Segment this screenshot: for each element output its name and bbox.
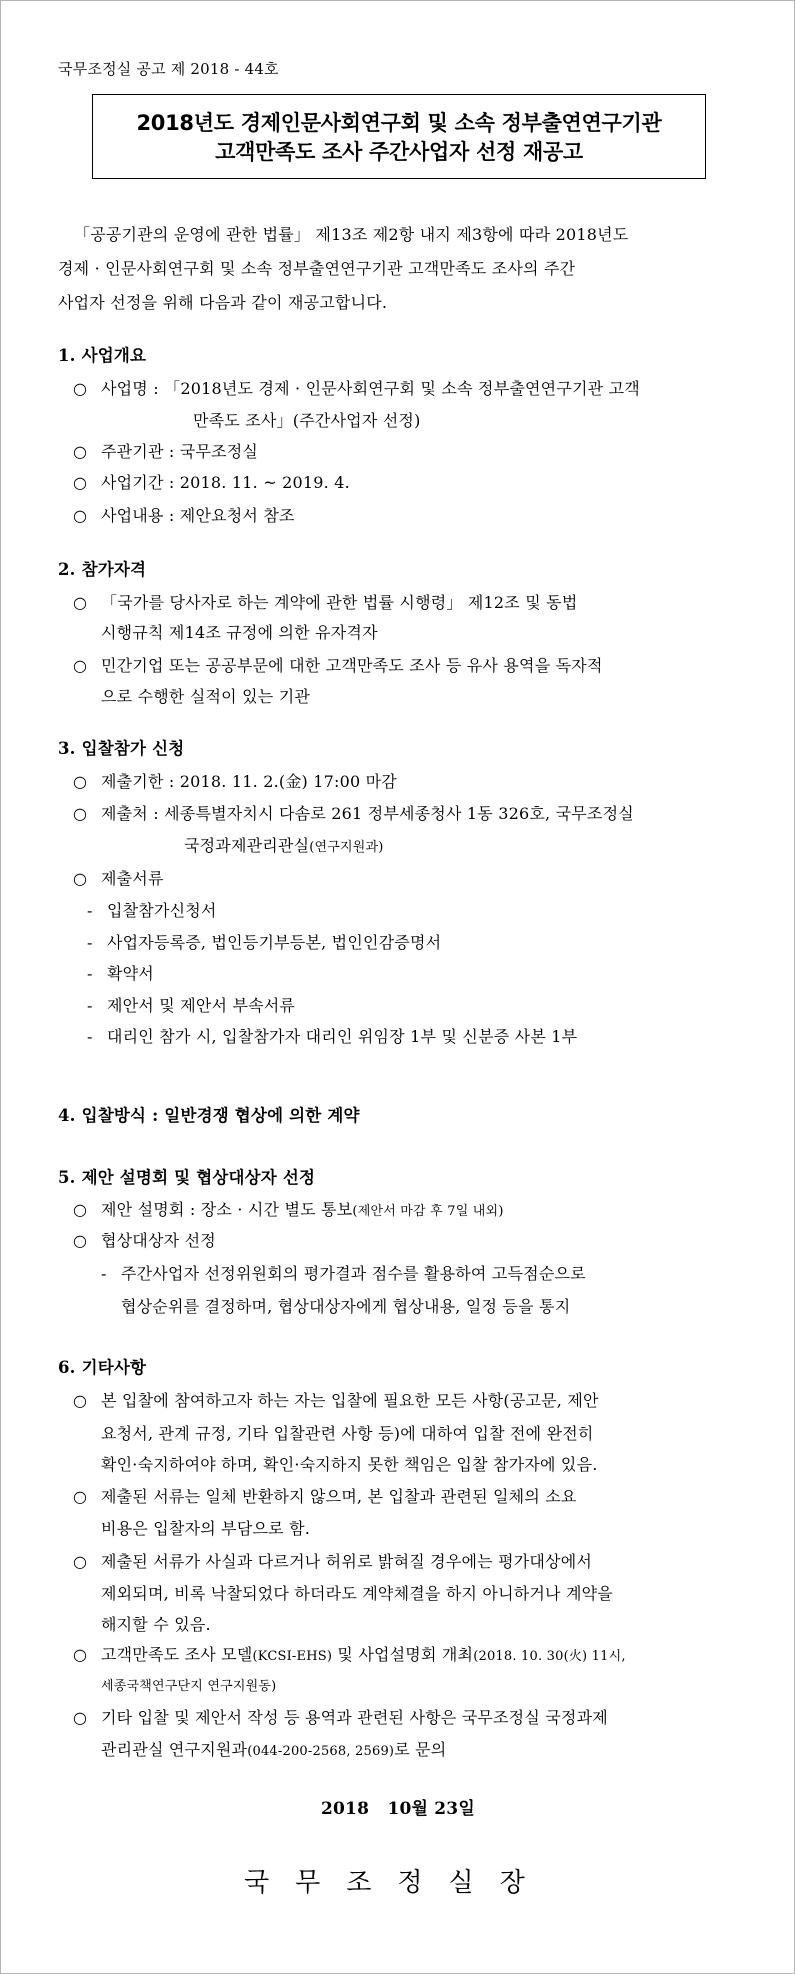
section-6-item-5: ○ 기타 입찰 및 제안서 작성 등 용역과 관련된 사항은 국무조정실 국정과제 xyxy=(73,1708,608,1727)
bullet-icon: ○ xyxy=(73,1200,88,1219)
bullet-icon: ○ xyxy=(73,593,88,612)
section-1-item-business-name: ○ 사업명 : 「2018년도 경제 · 인문사회연구회 및 소속 정부출연연구기관 고객 xyxy=(73,379,640,398)
bullet-icon: ○ xyxy=(73,1552,88,1571)
bullet-icon: ○ xyxy=(73,1708,88,1727)
section-1-item-content: ○ 사업내용 : 제안요청서 참조 xyxy=(73,506,295,525)
section-6-item-3: ○ 제출된 서류가 사실과 다르거나 허위로 밝혀질 경우에는 평가대상에서 xyxy=(73,1552,593,1571)
bullet-icon: ○ xyxy=(73,1487,88,1506)
bullet-icon: ○ xyxy=(73,656,88,675)
dash-icon: - xyxy=(87,901,93,920)
section-4-heading: 4. 입찰방식 : 일반경쟁 협상에 의한 계약 xyxy=(58,1106,360,1125)
bullet-icon: ○ xyxy=(73,442,88,461)
section-5-sub-item: - 주간사업자 선정위원회의 평가결과 점수를 활용하여 고득점순으로 xyxy=(101,1264,586,1283)
document-item: - 대리인 참가 시, 입찰참가자 대리인 위임장 1부 및 신분증 사본 1부 xyxy=(87,1027,578,1046)
section-1-heading: 1. 사업개요 xyxy=(58,346,147,365)
section-6-item-1: ○ 본 입찰에 참여하고자 하는 자는 입찰에 필요한 모든 사항(공고문, 제안 xyxy=(73,1391,599,1410)
dash-icon: - xyxy=(87,1027,93,1046)
section-6-heading: 6. 기타사항 xyxy=(58,1358,147,1377)
document-item: - 입찰참가신청서 xyxy=(87,901,217,920)
signature: 국무조정실장 xyxy=(244,1868,551,1898)
title-line-2: 고객만족도 조사 주간사업자 선정 재공고 xyxy=(215,140,583,164)
dash-icon: - xyxy=(87,996,93,1015)
intro-line-3: 사업자 선정을 위해 다음과 같이 재공고합니다. xyxy=(58,293,388,312)
section-2-item-1-cont: 시행규칙 제14조 규정에 의한 유자격자 xyxy=(101,623,378,642)
section-2-item-2-cont: 으로 수행한 실적이 있는 기관 xyxy=(101,687,311,706)
section-2-item-2: ○ 민간기업 또는 공공부문에 대한 고객만족도 조사 등 유사 용역을 독자적 xyxy=(73,656,603,675)
section-1-item-period: ○ 사업기간 : 2018. 11. ~ 2019. 4. xyxy=(73,473,350,492)
intro-line-1: 「공공기관의 운영에 관한 법률」 제13조 제2항 내지 제3항에 따라 2018년도 xyxy=(74,225,629,244)
section-6-item-4: ○ 고객만족도 조사 모델(KCSI-EHS) 및 사업설명회 개최(2018. 10. 30(火) 11시, xyxy=(73,1645,626,1664)
section-5-item-briefing: ○ 제안 설명회 : 장소 · 시간 별도 통보(제안서 마감 후 7일 내외) xyxy=(73,1200,504,1219)
section-3-item-submit-place-cont: 국정과제관리관실(연구지원과) xyxy=(184,836,384,855)
section-6-item-3-cont: 해지할 수 있음. xyxy=(101,1615,211,1634)
notice-date: 2018 10월 23일 xyxy=(321,1799,475,1819)
bullet-icon: ○ xyxy=(73,1645,88,1664)
section-6-item-4-cont: 세종국책연구단지 연구지원동) xyxy=(101,1679,277,1694)
bullet-icon: ○ xyxy=(73,506,88,525)
section-2-heading: 2. 참가자격 xyxy=(58,560,147,579)
title-box xyxy=(92,94,706,179)
section-6-item-1-cont: 확인·숙지하여야 하며, 확인·숙지하지 못한 책임은 입찰 참가자에 있음. xyxy=(101,1455,598,1474)
section-2-item-1: ○ 「국가를 당사자로 하는 계약에 관한 법률 시행령」 제12조 및 동법 xyxy=(73,593,578,612)
bullet-icon: ○ xyxy=(73,869,88,888)
bullet-icon: ○ xyxy=(73,473,88,492)
document-item: - 사업자등록증, 법인등기부등본, 법인인감증명서 xyxy=(87,933,442,952)
section-1-item-host: ○ 주관기관 : 국무조정실 xyxy=(73,442,259,461)
section-6-item-2-cont: 비용은 입찰자의 부담으로 함. xyxy=(101,1519,311,1538)
section-3-item-submit-place: ○ 제출처 : 세종특별자치시 다솜로 261 정부세종청사 1동 326호, 국무조정실 xyxy=(73,804,634,823)
bullet-icon: ○ xyxy=(73,772,88,791)
section-6-item-5-cont: 관리관실 연구지원과(044-200-2568, 2569)로 문의 xyxy=(101,1740,447,1759)
intro-line-2: 경제 · 인문사회연구회 및 소속 정부출연연구기관 고객만족도 조사의 주간 xyxy=(58,259,576,278)
section-5-heading: 5. 제안 설명회 및 협상대상자 선정 xyxy=(58,1168,316,1187)
section-3-heading: 3. 입찰참가 신청 xyxy=(58,739,185,758)
document-item: - 확약서 xyxy=(87,964,154,983)
dash-icon: - xyxy=(87,933,93,952)
title-line-1: 2018년도 경제인문사회연구회 및 소속 정부출연연구기관 xyxy=(136,111,662,135)
section-5-item-selection: ○ 협상대상자 선정 xyxy=(73,1231,216,1250)
section-3-item-documents: ○ 제출서류 xyxy=(73,869,164,888)
bullet-icon: ○ xyxy=(73,379,88,398)
document-item: - 제안서 및 제안서 부속서류 xyxy=(87,996,296,1015)
bullet-icon: ○ xyxy=(73,1391,88,1410)
section-6-item-2: ○ 제출된 서류는 일체 반환하지 않으며, 본 입찰과 관련된 일체의 소요 xyxy=(73,1487,577,1506)
section-1-item-business-name-cont: 만족도 조사」(주간사업자 선정) xyxy=(193,411,421,430)
bullet-icon: ○ xyxy=(73,804,88,823)
section-3-item-deadline: ○ 제출기한 : 2018. 11. 2.(金) 17:00 마감 xyxy=(73,772,397,791)
section-6-item-1-cont: 요청서, 관계 규정, 기타 입찰관련 사항 등)에 대하여 입찰 전에 완전히 xyxy=(101,1424,594,1443)
section-5-sub-item-cont: 협상순위를 결정하며, 협상대상자에게 협상내용, 일정 등을 통지 xyxy=(121,1297,571,1316)
dash-icon: - xyxy=(87,964,93,983)
bullet-icon: ○ xyxy=(73,1231,88,1250)
dash-icon: - xyxy=(101,1264,107,1283)
notice-number: 국무조정실 공고 제 2018 - 44호 xyxy=(58,60,279,78)
section-6-item-3-cont: 제외되며, 비록 낙찰되었다 하더라도 계약체결을 하지 아니하거나 계약을 xyxy=(101,1584,613,1603)
